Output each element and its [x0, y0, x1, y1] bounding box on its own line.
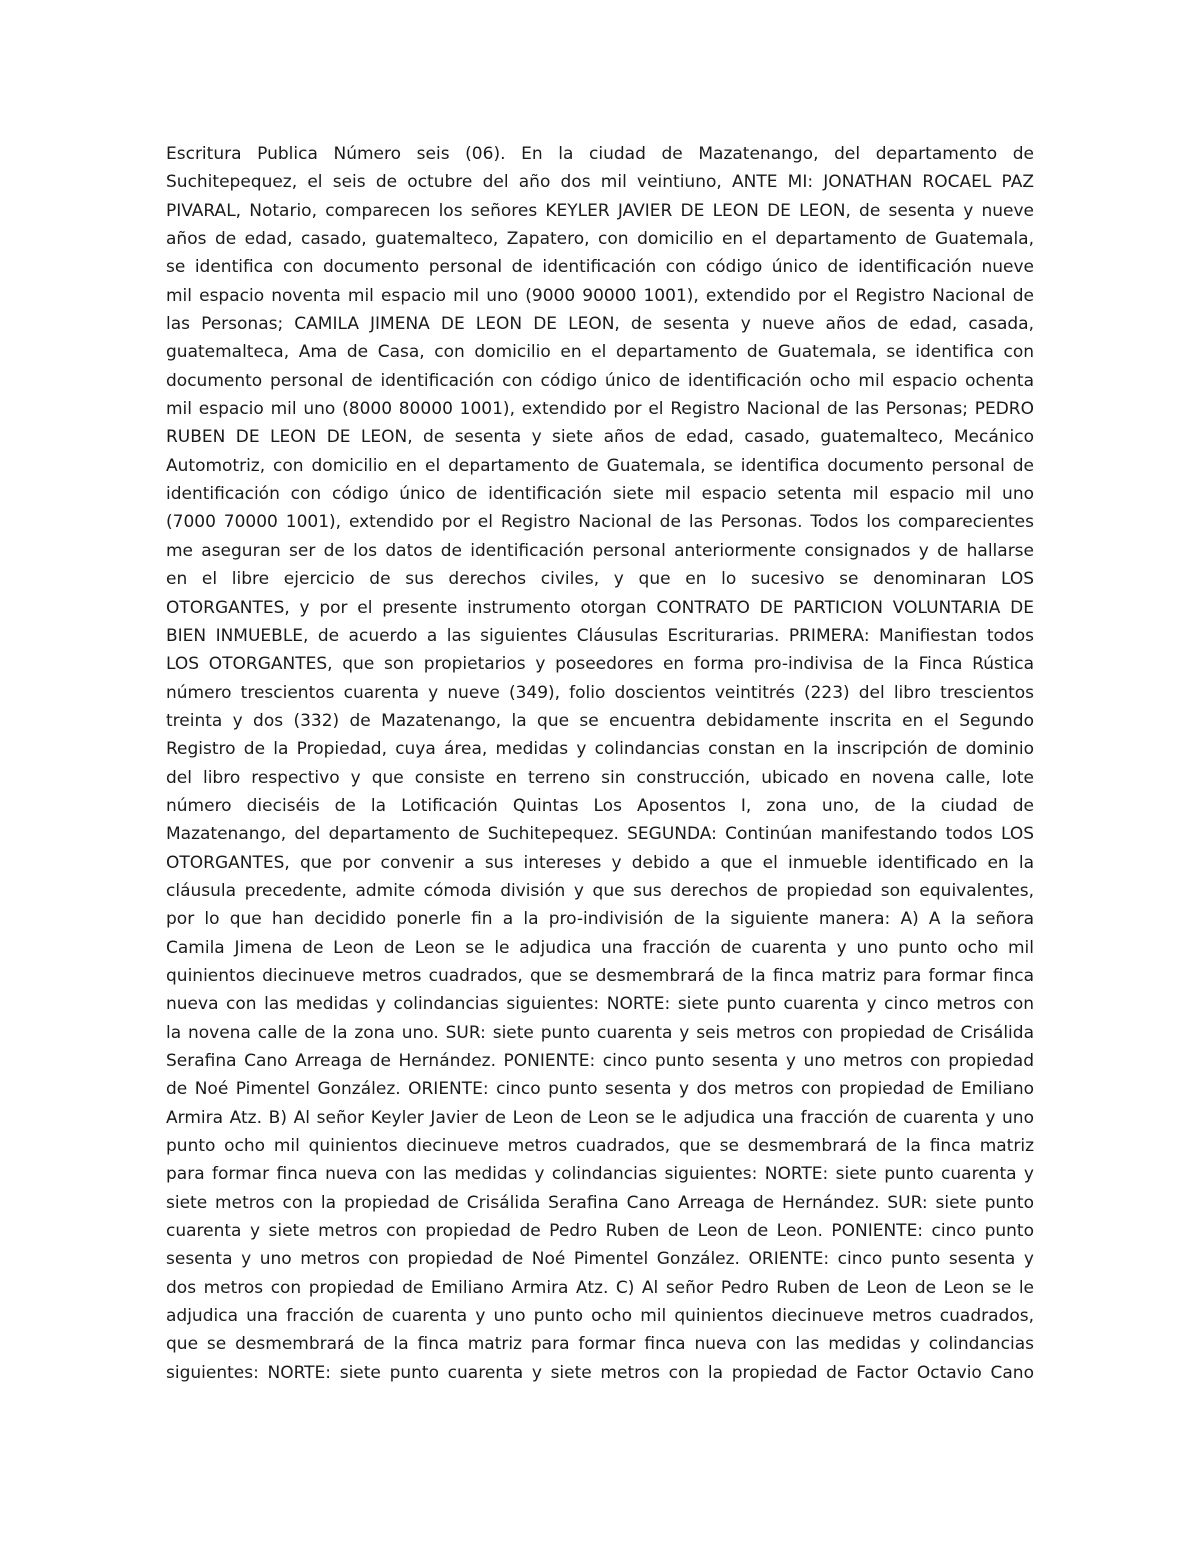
text-line: la novena calle de la zona uno. SUR: siete punto cuarenta y seis metros con propiedad de Crisálida: [166, 1022, 1034, 1043]
text-line: se identifica con documento personal de identificación con código único de identificación nueve: [166, 257, 1034, 278]
text-line: OTORGANTES, que por convenir a sus intereses y debido a que el inmueble identificado en la: [166, 852, 1034, 873]
text-line: dos metros con propiedad de Emiliano Armira Atz. C) Al señor Pedro Ruben de Leon de Leon se le: [166, 1277, 1034, 1298]
text-line: cuarenta y siete metros con propiedad de Pedro Ruben de Leon de Leon. PONIENTE: cinco punto: [166, 1221, 1034, 1242]
text-line: Registro de la Propiedad, cuya área, medidas y colindancias constan en la inscripción de dominio: [166, 739, 1034, 760]
text-line: adjudica una fracción de cuarenta y uno punto ocho mil quinientos diecinueve metros cuadrados,: [166, 1306, 1034, 1327]
text-line: punto ocho mil quinientos diecinueve metros cuadrados, que se desmembrará de la finca matriz: [166, 1136, 1034, 1157]
text-line: número dieciséis de la Lotificación Quintas Los Aposentos I, zona uno, de la ciudad de: [166, 795, 1034, 816]
text-line: Escritura Publica Número seis (06). En la ciudad de Mazatenango, del departamento de: [166, 144, 1034, 164]
text-line: BIEN INMUEBLE, de acuerdo a las siguientes Cláusulas Escriturarias. PRIMERA: Manifiestan todos: [166, 625, 1034, 646]
text-line: años de edad, casado, guatemalteco, Zapatero, con domicilio en el departamento de Guatemala,: [166, 229, 1034, 250]
text-line: que se desmembrará de la finca matriz para formar finca nueva con las medidas y colindancias: [166, 1334, 1034, 1355]
text-line: sesenta y uno metros con propiedad de Noé Pimentel González. ORIENTE: cinco punto sesenta y: [166, 1249, 1034, 1270]
text-line: OTORGANTES, y por el presente instrumento otorgan CONTRATO DE PARTICION VOLUNTARIA DE: [166, 597, 1034, 618]
text-line: mil espacio mil uno (8000 80000 1001), extendido por el Registro Nacional de las Personas; PEDRO: [166, 399, 1034, 420]
text-line: RUBEN DE LEON DE LEON, de sesenta y siete años de edad, casado, guatemalteco, Mecánico: [166, 427, 1034, 448]
text-line: Suchitepequez, el seis de octubre del año dos mil veintiuno, ANTE MI: JONATHAN ROCAEL PAZ: [166, 172, 1034, 193]
text-line: las Personas; CAMILA JIMENA DE LEON DE LEON, de sesenta y nueve años de edad, casada,: [166, 314, 1034, 335]
text-line: LOS OTORGANTES, que son propietarios y poseedores en forma pro-indivisa de la Finca Rústica: [166, 654, 1034, 675]
text-line: cláusula precedente, admite cómoda división y que sus derechos de propiedad son equivalentes,: [166, 880, 1034, 901]
text-line: en el libre ejercicio de sus derechos civiles, y que en lo sucesivo se denominaran LOS: [166, 569, 1034, 590]
text-line: de Noé Pimentel González. ORIENTE: cinco punto sesenta y dos metros con propiedad de Emiliano: [166, 1079, 1034, 1100]
text-line: nueva con las medidas y colindancias siguientes: NORTE: siete punto cuarenta y cinco metros con: [166, 994, 1034, 1015]
text-line: me aseguran ser de los datos de identificación personal anteriormente consignados y de hallarse: [166, 540, 1034, 561]
text-line: para formar finca nueva con las medidas y colindancias siguientes: NORTE: siete punto cuarenta y: [166, 1164, 1034, 1185]
text-line: siguientes: NORTE: siete punto cuarenta y siete metros con la propiedad de Factor Octavio Cano: [166, 1362, 1034, 1383]
text-line: documento personal de identificación con código único de identificación ocho mil espacio ochenta: [166, 370, 1034, 391]
text-line: Mazatenango, del departamento de Suchitepequez. SEGUNDA: Continúan manifestando todos LOS: [166, 824, 1034, 845]
text-line: PIVARAL, Notario, comparecen los señores KEYLER JAVIER DE LEON DE LEON, de sesenta y nueve: [166, 200, 1034, 221]
text-line: Automotriz, con domicilio en el departamento de Guatemala, se identifica documento personal de: [166, 455, 1034, 476]
text-line: quinientos diecinueve metros cuadrados, que se desmembrará de la finca matriz para formar finca: [166, 965, 1034, 986]
text-line: (7000 70000 1001), extendido por el Registro Nacional de las Personas. Todos los comparecientes: [166, 512, 1034, 533]
text-line: del libro respectivo y que consiste en terreno sin construcción, ubicado en novena calle, lote: [166, 767, 1034, 788]
text-line: número trescientos cuarenta y nueve (349), folio doscientos veintitrés (223) del libro trescientos: [166, 682, 1034, 703]
text-line: mil espacio noventa mil espacio mil uno (9000 90000 1001), extendido por el Registro Nacional de: [166, 285, 1034, 306]
text-line: siete metros con la propiedad de Crisálida Serafina Cano Arreaga de Hernández. SUR: siete punto: [166, 1192, 1034, 1213]
text-line: guatemalteca, Ama de Casa, con domicilio en el departamento de Guatemala, se identifica con: [166, 342, 1034, 363]
deed-body-text: [166, 140, 1034, 1387]
text-line: treinta y dos (332) de Mazatenango, la que se encuentra debidamente inscrita en el Segundo: [166, 710, 1034, 731]
text-line: Serafina Cano Arreaga de Hernández. PONIENTE: cinco punto sesenta y uno metros con propiedad: [166, 1051, 1034, 1071]
text-line: por lo que han decidido ponerle fin a la pro-indivisión de la siguiente manera: A) A la señora: [166, 909, 1034, 930]
text-line: Camila Jimena de Leon de Leon se le adjudica una fracción de cuarenta y uno punto ocho mil: [166, 937, 1034, 958]
text-line: identificación con código único de identificación siete mil espacio setenta mil espacio mil uno: [166, 484, 1034, 505]
text-line: Armira Atz. B) Al señor Keyler Javier de Leon de Leon se le adjudica una fracción de cuarenta y uno: [166, 1107, 1034, 1128]
